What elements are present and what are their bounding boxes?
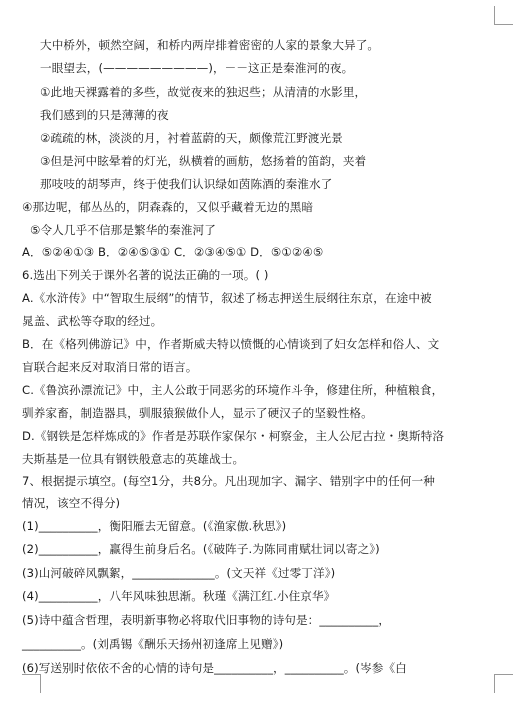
q7-item-1: (1)__________，衡阳雁去无留意。(《渔家傲.秋思》) xyxy=(22,519,287,533)
crop-mark-bottom-left xyxy=(22,674,41,693)
q6-option-b-line-2: 盲联合起来反对取消日常的语言。 xyxy=(22,360,198,374)
q6-option-d-line-2: 夫斯基是一位具有钢铁般意志的英雄战士。 xyxy=(22,452,245,466)
q7-item-3: (3)山河破碎风飘絮，______________。(文天祥《过零丁洋》) xyxy=(22,566,336,580)
q7-item-6: (6)写送别时依依不舍的心情的诗句是__________，__________。(岑参《白 xyxy=(22,661,407,675)
option-1-line-1: ①此地天裸露着的多些，故觉夜来的独迟些；从清清的水影里， xyxy=(40,85,367,99)
question-6-stem: 6.选出下列关于课外名著的说法正确的一项。( ) xyxy=(22,268,269,282)
option-2: ②疏疏的林，淡淡的月，衬着蓝蔚的天，颇像荒江野渡光景 xyxy=(40,131,343,145)
q7-item-2: (2)__________，赢得生前身后名。(《破阵子.为陈同甫赋壮词以寄之》) xyxy=(22,542,380,556)
passage-line-2: 一眼望去，(—————————)，－－这正是秦淮河的夜。 xyxy=(40,61,354,75)
q7-item-5-line-2: __________。(刘禹锡《酬乐天扬州初逢席上见赠》) xyxy=(22,637,284,651)
option-3-line-2: 那吱吱的胡琴声，终于使我们认识绿如茵陈酒的秦淮水了 xyxy=(40,177,333,191)
q7-item-4: (4)__________，八年风味独思渐。秋瑾《满江红.小住京华》 xyxy=(22,589,336,603)
option-3-line-1: ③但是河中眩晕着的灯光，纵横着的画舫，悠扬着的笛韵，夹着 xyxy=(40,154,367,168)
passage-line-1: 大中桥外，顿然空阔，和桥内两岸排着密密的人家的景象大异了。 xyxy=(40,38,380,52)
crop-mark-bottom-right xyxy=(494,674,513,693)
question-7-stem-line-1: 7、根据提示填空。(每空1分，共8分。凡出现加字、漏字、错别字中的任何一种 xyxy=(22,474,435,488)
answer-choices-q5: A．⑤②④①③ B．②④⑤③① C．②③④⑤① D．⑤①②④⑤ xyxy=(22,245,324,259)
q6-option-d-line-1: D.《钢铁是怎样炼成的》作者是苏联作家保尔・柯察金，主人公尼古拉・奥斯特洛 xyxy=(22,429,445,443)
crop-mark-top-right xyxy=(494,6,513,25)
q6-option-a-line-1: A.《水浒传》中“智取生辰纲”的情节，叙述了杨志押送生辰纲往东京，在途中被 xyxy=(22,291,432,305)
q6-option-c-line-1: C.《鲁滨孙漂流记》中，主人公敢于同恶劣的环境作斗争，修建住所，种植粮食， xyxy=(22,383,444,397)
q6-option-a-line-2: 晁盖、武松等夺取的经过。 xyxy=(22,314,163,328)
option-5: ⑤令人几乎不信那是繁华的秦淮河了 xyxy=(30,223,216,237)
option-4: ④那边呢，郁丛丛的，阴森森的，又似乎藏着无边的黑暗 xyxy=(22,200,314,214)
option-1-line-2: 我们感到的只是薄薄的夜 xyxy=(40,108,169,122)
q7-item-5-line-1: (5)诗中蕴含哲理，表明新事物必将取代旧事物的诗句是：__________， xyxy=(22,613,391,627)
q6-option-c-line-2: 驯养家畜，制造器具，驯服猿猴做仆人，显示了硬汉子的坚毅性格。 xyxy=(22,406,373,420)
q6-option-b-line-1: B．在《格列佛游记》中，作者斯威夫特以愤慨的心情谈到了妇女怎样和俗人、文 xyxy=(22,337,440,351)
question-7-stem-line-2: 情况，该空不得分) xyxy=(22,496,121,510)
